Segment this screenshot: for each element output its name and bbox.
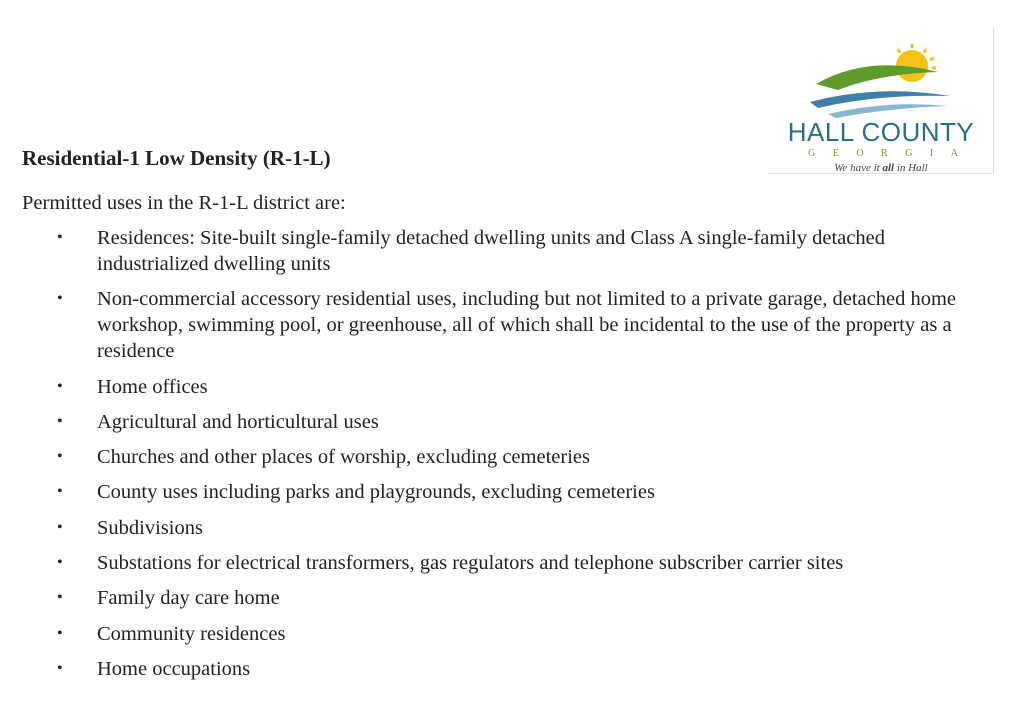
section-heading: Residential-1 Low Density (R-1-L)	[22, 146, 331, 170]
list-item-text: Subdivisions	[97, 516, 203, 539]
list-item-text: Home occupations	[97, 657, 251, 680]
bullet-icon: •	[57, 659, 63, 677]
list-item	[0, 374, 1000, 400]
logo-subtitle	[808, 148, 958, 160]
hall-county-logo	[768, 28, 994, 174]
list-item	[0, 286, 1000, 364]
list-item	[0, 585, 1000, 611]
list-item-text: Residences: Site-built single-family detached dwelling units and Class A single-family detached industrialized dwelling units	[97, 227, 885, 275]
list-item-text: Substations for electrical transformers, gas regulators and telephone subscriber carrier sites	[97, 552, 844, 575]
bullet-icon: •	[57, 589, 63, 607]
logo-subtitle-letter: A	[950, 148, 958, 159]
river-swoosh-light-icon	[828, 104, 948, 118]
logo-subtitle-letter: R	[881, 148, 888, 159]
bullet-icon: •	[57, 377, 63, 395]
list-item	[0, 621, 1000, 647]
list-item-text: Churches and other places of worship, excluding cemeteries	[97, 446, 590, 469]
bullet-icon: •	[57, 412, 63, 430]
bullet-icon: •	[57, 483, 63, 501]
list-item-text: Home offices	[97, 375, 208, 398]
list-item	[0, 225, 1000, 277]
intro-text: Permitted uses in the R-1-L district are:	[22, 192, 346, 214]
list-item	[0, 515, 1000, 541]
list-item	[0, 550, 1000, 576]
logo-subtitle-letter: G	[808, 148, 816, 159]
logo-subtitle-letter: I	[929, 148, 934, 159]
bullet-icon: •	[57, 448, 63, 466]
list-item	[0, 656, 1000, 682]
list-item-text: Agricultural and horticultural uses	[97, 410, 379, 433]
bullet-icon: •	[57, 624, 63, 642]
logo-tagline	[768, 162, 994, 174]
list-item	[0, 479, 1000, 505]
list-item-text: Community residences	[97, 622, 286, 645]
logo-subtitle-letter: G	[905, 148, 913, 159]
bullet-icon: •	[57, 229, 63, 246]
logo-tagline-post: in Hall	[894, 162, 928, 174]
bullet-icon: •	[57, 518, 63, 536]
logo-title: HALL COUNTY	[787, 117, 975, 147]
list-item-text: Family day care home	[97, 587, 280, 610]
list-item-text: Non-commercial accessory residential uses, including but not limited to a private garage, detached home workshop, swimming pool, or greenhouse, all of which shall be incidental to the use of the property as a residence	[97, 288, 956, 363]
sun-landscape-icon	[808, 44, 958, 118]
logo-tagline-bold: all	[882, 162, 895, 174]
list-item	[0, 409, 1000, 435]
bullet-icon: •	[57, 554, 63, 572]
bullet-icon: •	[57, 290, 63, 308]
logo-tagline-pre: We have it	[834, 162, 883, 174]
list-item-text: County uses including parks and playgrounds, excluding cemeteries	[97, 481, 655, 504]
permitted-uses-list	[0, 225, 1000, 691]
logo-subtitle-letter: O	[856, 148, 864, 159]
list-item	[0, 444, 1000, 470]
logo-subtitle-letter: E	[832, 148, 839, 159]
